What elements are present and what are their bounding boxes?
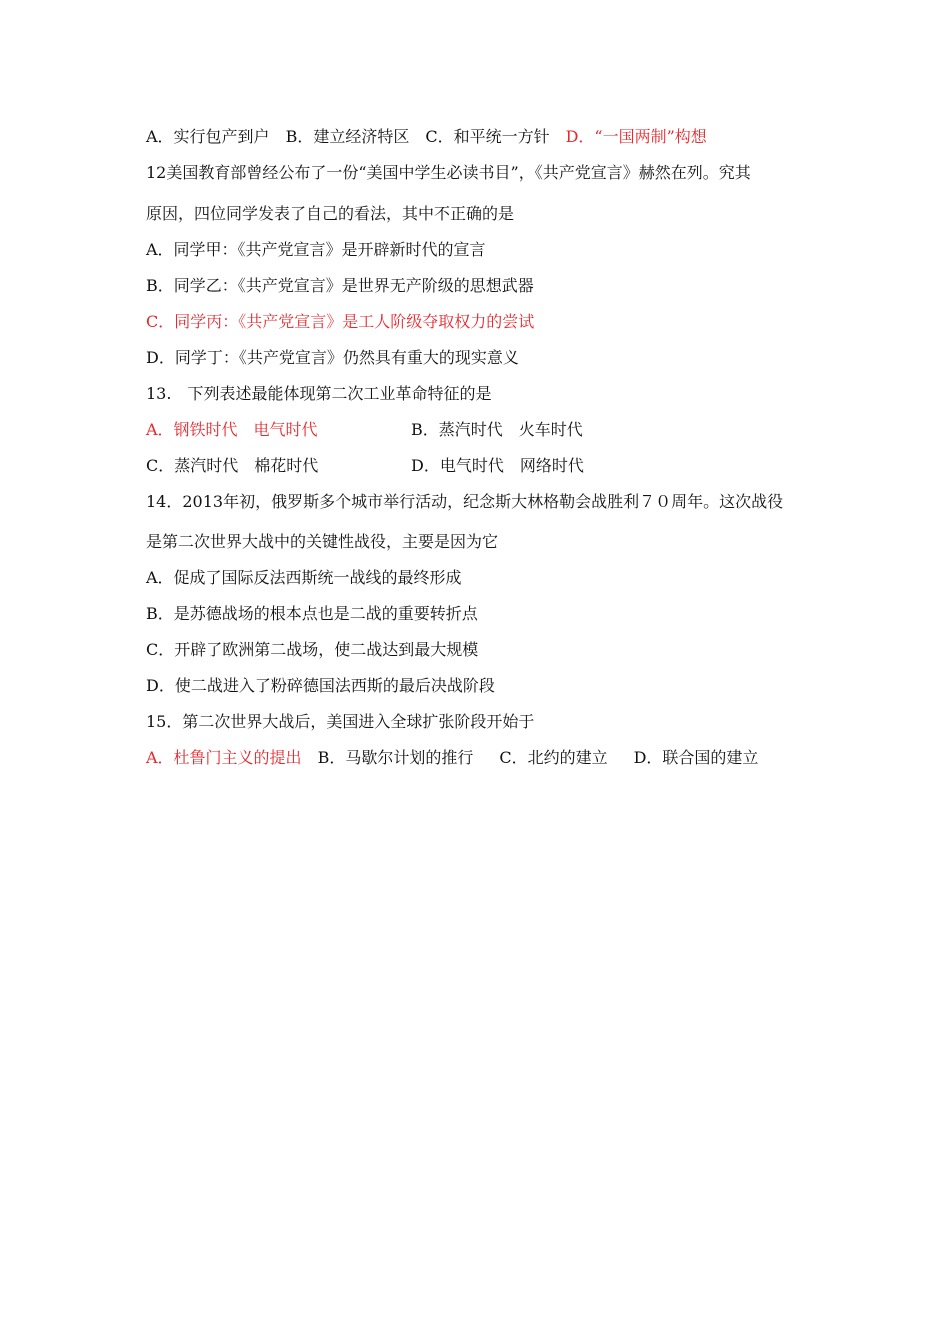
q11-option-d-answer: D．“一国两制”构想: [565, 127, 707, 146]
q12-option-c-answer: C．同学丙：《共产党宣言》是工人阶级夺取权力的尝试: [146, 312, 535, 331]
q13-options-row-1: [146, 419, 796, 441]
q15-option-c: C．北约的建立: [499, 748, 608, 767]
q12-stem-line-1: 12美国教育部曾经公布了一份“美国中学生必读书目”，《共产党宣言》赫然在列。究其: [146, 163, 751, 182]
q13-stem: 13. 下列表述最能体现第二次工业革命特征的是: [146, 384, 492, 403]
q14-option-c: C．开辟了欧洲第二战场，使二战达到最大规模: [146, 640, 479, 659]
q15-option-d: D．联合国的建立: [633, 748, 759, 767]
q11-option-a: A．实行包产到户: [146, 127, 270, 146]
q11-options: [146, 126, 707, 148]
q12-option-a: A．同学甲：《共产党宣言》是开辟新时代的宣言: [146, 240, 486, 259]
q15-option-b: B．马歇尔计划的推行: [317, 748, 474, 767]
q15-option-a-answer: A．杜鲁门主义的提出: [146, 748, 302, 767]
q13-options-row-2: [146, 455, 796, 477]
q13-option-d: D．电气时代 网络时代: [411, 456, 584, 475]
q15-options: [146, 747, 758, 769]
q11-option-c: C．和平统一方针: [425, 127, 550, 146]
q14-option-a: A．促成了国际反法西斯统一战线的最终形成: [146, 568, 462, 587]
q13-option-c: C．蒸汽时代 棉花时代: [146, 456, 319, 475]
q12-option-b: B．同学乙：《共产党宣言》是世界无产阶级的思想武器: [146, 276, 534, 295]
q14-option-d: D．使二战进入了粉碎德国法西斯的最后决战阶段: [146, 676, 495, 695]
q12-option-d: D．同学丁：《共产党宣言》仍然具有重大的现实意义: [146, 348, 519, 367]
q14-stem-line-1: 14．2013年初，俄罗斯多个城市举行活动，纪念斯大林格勒会战胜利７０周年。这次战役: [146, 492, 784, 511]
q13-option-b: B．蒸汽时代 火车时代: [411, 420, 583, 439]
q12-stem-line-2: 原因，四位同学发表了自己的看法，其中不正确的是: [146, 204, 515, 223]
q11-option-b: B．建立经济特区: [285, 127, 410, 146]
q13-option-a-answer: A．钢铁时代 电气时代: [146, 420, 318, 439]
q14-stem-line-2: 是第二次世界大战中的关键性战役，主要是因为它: [146, 532, 499, 551]
q14-option-b: B．是苏德战场的根本点也是二战的重要转折点: [146, 604, 478, 623]
q15-stem: 15．第二次世界大战后，美国进入全球扩张阶段开始于: [146, 712, 535, 731]
